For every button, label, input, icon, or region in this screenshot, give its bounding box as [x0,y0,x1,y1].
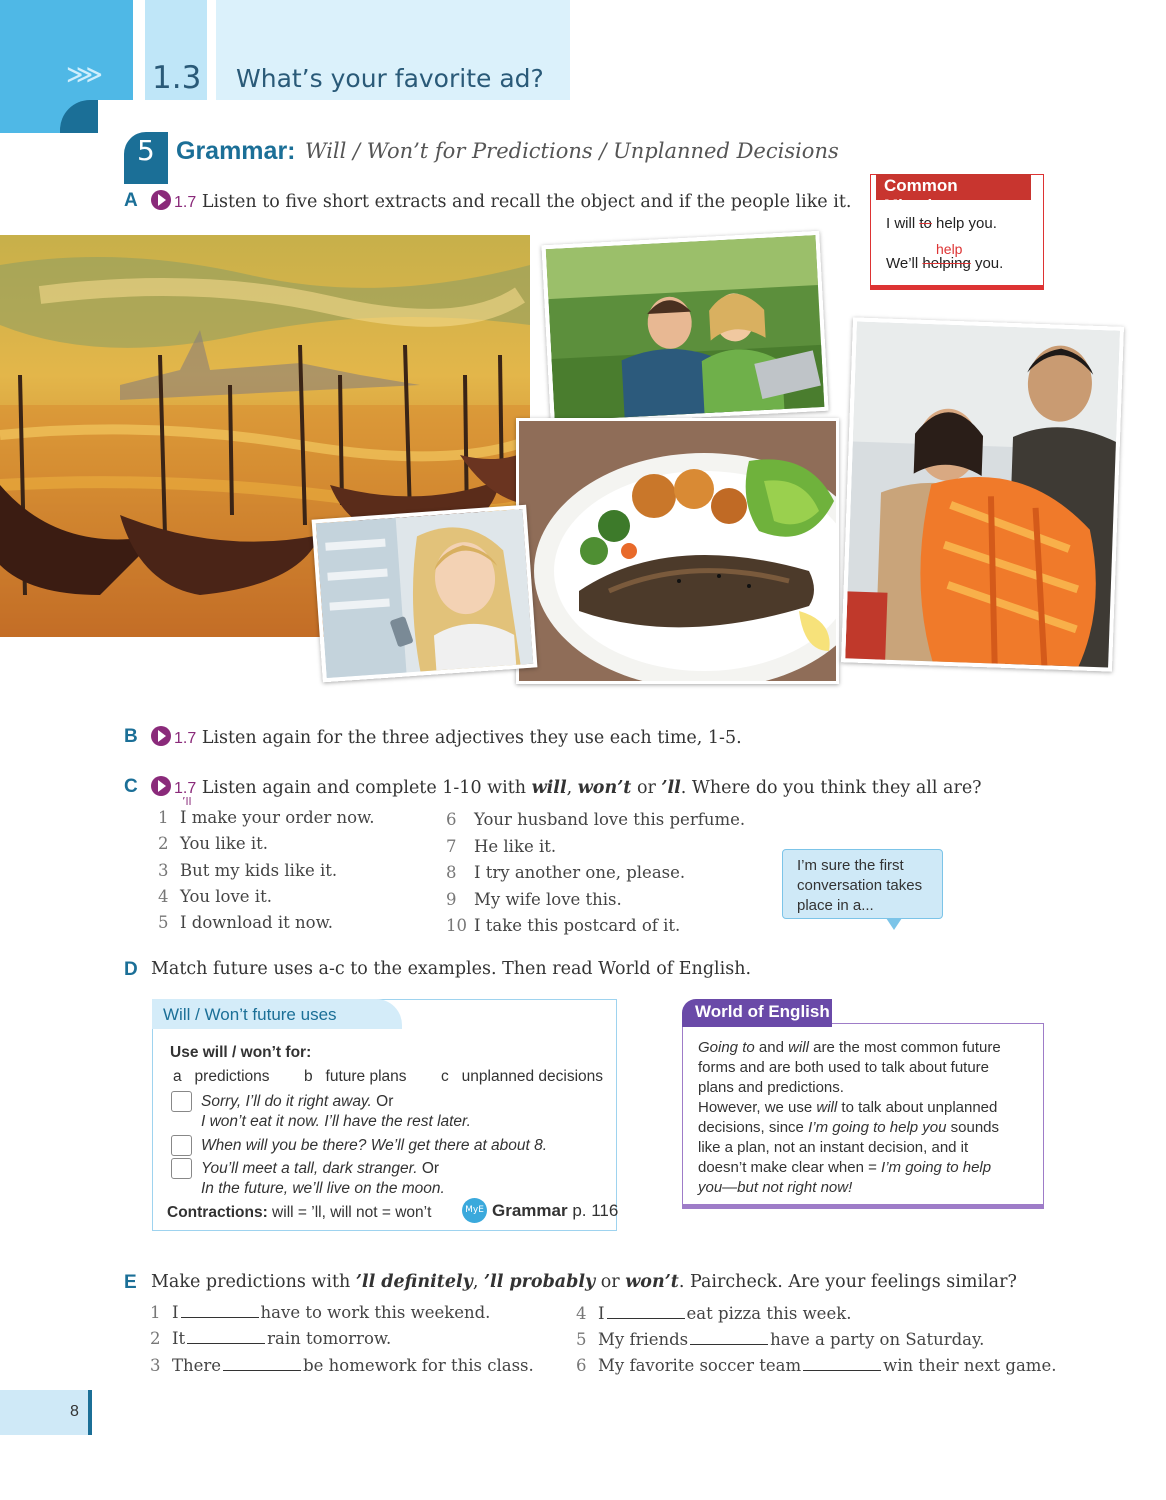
woe-line-2: forms and are both used to talk about future [698,1059,990,1076]
woman-perfume-photo [312,505,538,683]
task-c-instruction: 1.7 Listen again and complete 1-10 with will, won’t or ’ll. Where do you think they all are? [151,776,982,798]
page-number: 8 [70,1403,79,1420]
answer-blank[interactable] [607,1305,685,1319]
answer-blank[interactable] [690,1331,768,1345]
option-a: a predictions [173,1068,270,1085]
c-item-4: 4 You love it. [158,887,272,906]
woe-line-6: like a plan, not an instant decision, and it [698,1139,969,1156]
c-item-1: 1 I make your order now. [158,808,375,827]
task-a-instruction [151,190,851,212]
task-b-instruction: 1.7 Listen again for the three adjectives they use each time, 1-5. [151,726,742,748]
c-item-7: 7 He like it. [446,837,557,856]
e-item-3: 3 There be homework for this class. [150,1356,534,1375]
common-mistakes-title: Common Mistakes [876,174,1031,200]
task-e-instruction: Make predictions with ’ll definitely, ’ll probably or won’t. Paircheck. Are your feelings similar? [151,1272,1017,1292]
common-mistake-correction: help [936,241,963,257]
audio-play-icon[interactable] [151,190,171,210]
grilled-fish-photo [516,418,839,684]
world-of-english-title: World of English [682,999,832,1027]
c-item-8: 8 I try another one, please. [446,863,686,882]
task-d-instruction: Match future uses a-c to the examples. Then read World of English. [151,959,752,979]
answer-blank[interactable] [187,1330,265,1344]
use-label: Use will / won’t for: [170,1044,312,1061]
task-b-letter: B [124,726,138,747]
woe-line-5: decisions, since I’m going to help you sounds [698,1119,1000,1136]
woe-line-1: Going to and will are the most common future [698,1039,1001,1056]
option-b: b future plans [304,1068,407,1085]
answer-blank[interactable] [223,1357,301,1371]
c-item-5: 5 I download it now. [158,913,333,932]
answer-blank[interactable] [181,1304,259,1318]
section-number-badge: 5 [124,132,168,184]
will-wont-title: Will / Won’t future uses [163,1005,337,1024]
e-item-5: 5 My friends have a party on Saturday. [576,1330,985,1349]
answer-checkbox-2[interactable] [171,1135,192,1156]
c-item-10: 10 I take this postcard of it. [446,916,681,935]
section-subtitle: Will / Won’t for Predictions / Unplanned Decisions [305,139,839,163]
common-mistake-line-2: We’ll helping you. [886,255,1004,272]
e-item-4: 4 I eat pizza this week. [576,1304,852,1323]
audio-play-icon[interactable] [151,726,171,746]
example-3b: In the future, we’ll live on the moon. [201,1180,445,1197]
section-title: Grammar: [176,137,296,165]
contractions: Contractions: will = ’ll, will not = won’t [167,1204,432,1221]
unit-title: What’s your favorite ad? [236,64,544,93]
c-item-3: 3 But my kids like it. [158,861,338,880]
e-item-1: 1 I have to work this weekend. [150,1303,491,1322]
woe-line-4: However, we use will to talk about unplanned [698,1099,998,1116]
answer-checkbox-3[interactable] [171,1158,192,1179]
c-item-9: 9 My wife love this. [446,890,622,909]
woe-line-3: plans and predictions. [698,1079,844,1096]
c-item-6: 6 Your husband love this perfume. [446,810,746,829]
example-1b: I won’t eat it now. I’ll have the rest later. [201,1113,471,1130]
c-item-2: 2 You like it. [158,834,268,853]
speech-bubble-tail [886,918,902,930]
woe-line-7: doesn’t make clear when = I’m going to help [698,1159,992,1176]
example-1a: Sorry, I’ll do it right away. Or [201,1093,394,1110]
unit-number: 1.3 [152,60,202,96]
task-a-letter: A [124,190,138,211]
page-number-bar [88,1390,92,1435]
e-item-2: 2 It rain tomorrow. [150,1329,392,1348]
common-mistake-line-1: I will to help you. [886,215,997,232]
speech-bubble: I’m sure the first conversation takes place in a... [782,849,943,919]
grammar-reference-link[interactable]: Grammar p. 116 [492,1201,619,1220]
audio-play-icon[interactable] [151,776,171,796]
answer-checkbox-1[interactable] [171,1091,192,1112]
forward-arrows-icon: ⋙ [66,60,97,90]
task-c-letter: C [124,776,138,797]
task-d-letter: D [124,959,138,980]
grammar-reference-icon[interactable]: MyE [462,1198,487,1223]
couple-laptop-photo [541,231,828,425]
answer-blank[interactable] [803,1357,881,1371]
task-e-letter: E [124,1272,137,1293]
example-2: When will you be there? We’ll get there at about 8. [201,1137,548,1154]
example-3a: You’ll meet a tall, dark stranger. Or [201,1160,440,1177]
task-a-track: 1.7 [174,194,197,211]
couple-blanket-photo [841,317,1124,671]
handwritten-answer: ’ll [182,795,192,808]
option-c: c unplanned decisions [441,1068,604,1085]
woe-line-8: you—but not right now! [698,1179,853,1196]
task-a-text: Listen to five short extracts and recall the object and if the people like it. [201,192,852,212]
e-item-6: 6 My favorite soccer team win their next game. [576,1356,1057,1375]
